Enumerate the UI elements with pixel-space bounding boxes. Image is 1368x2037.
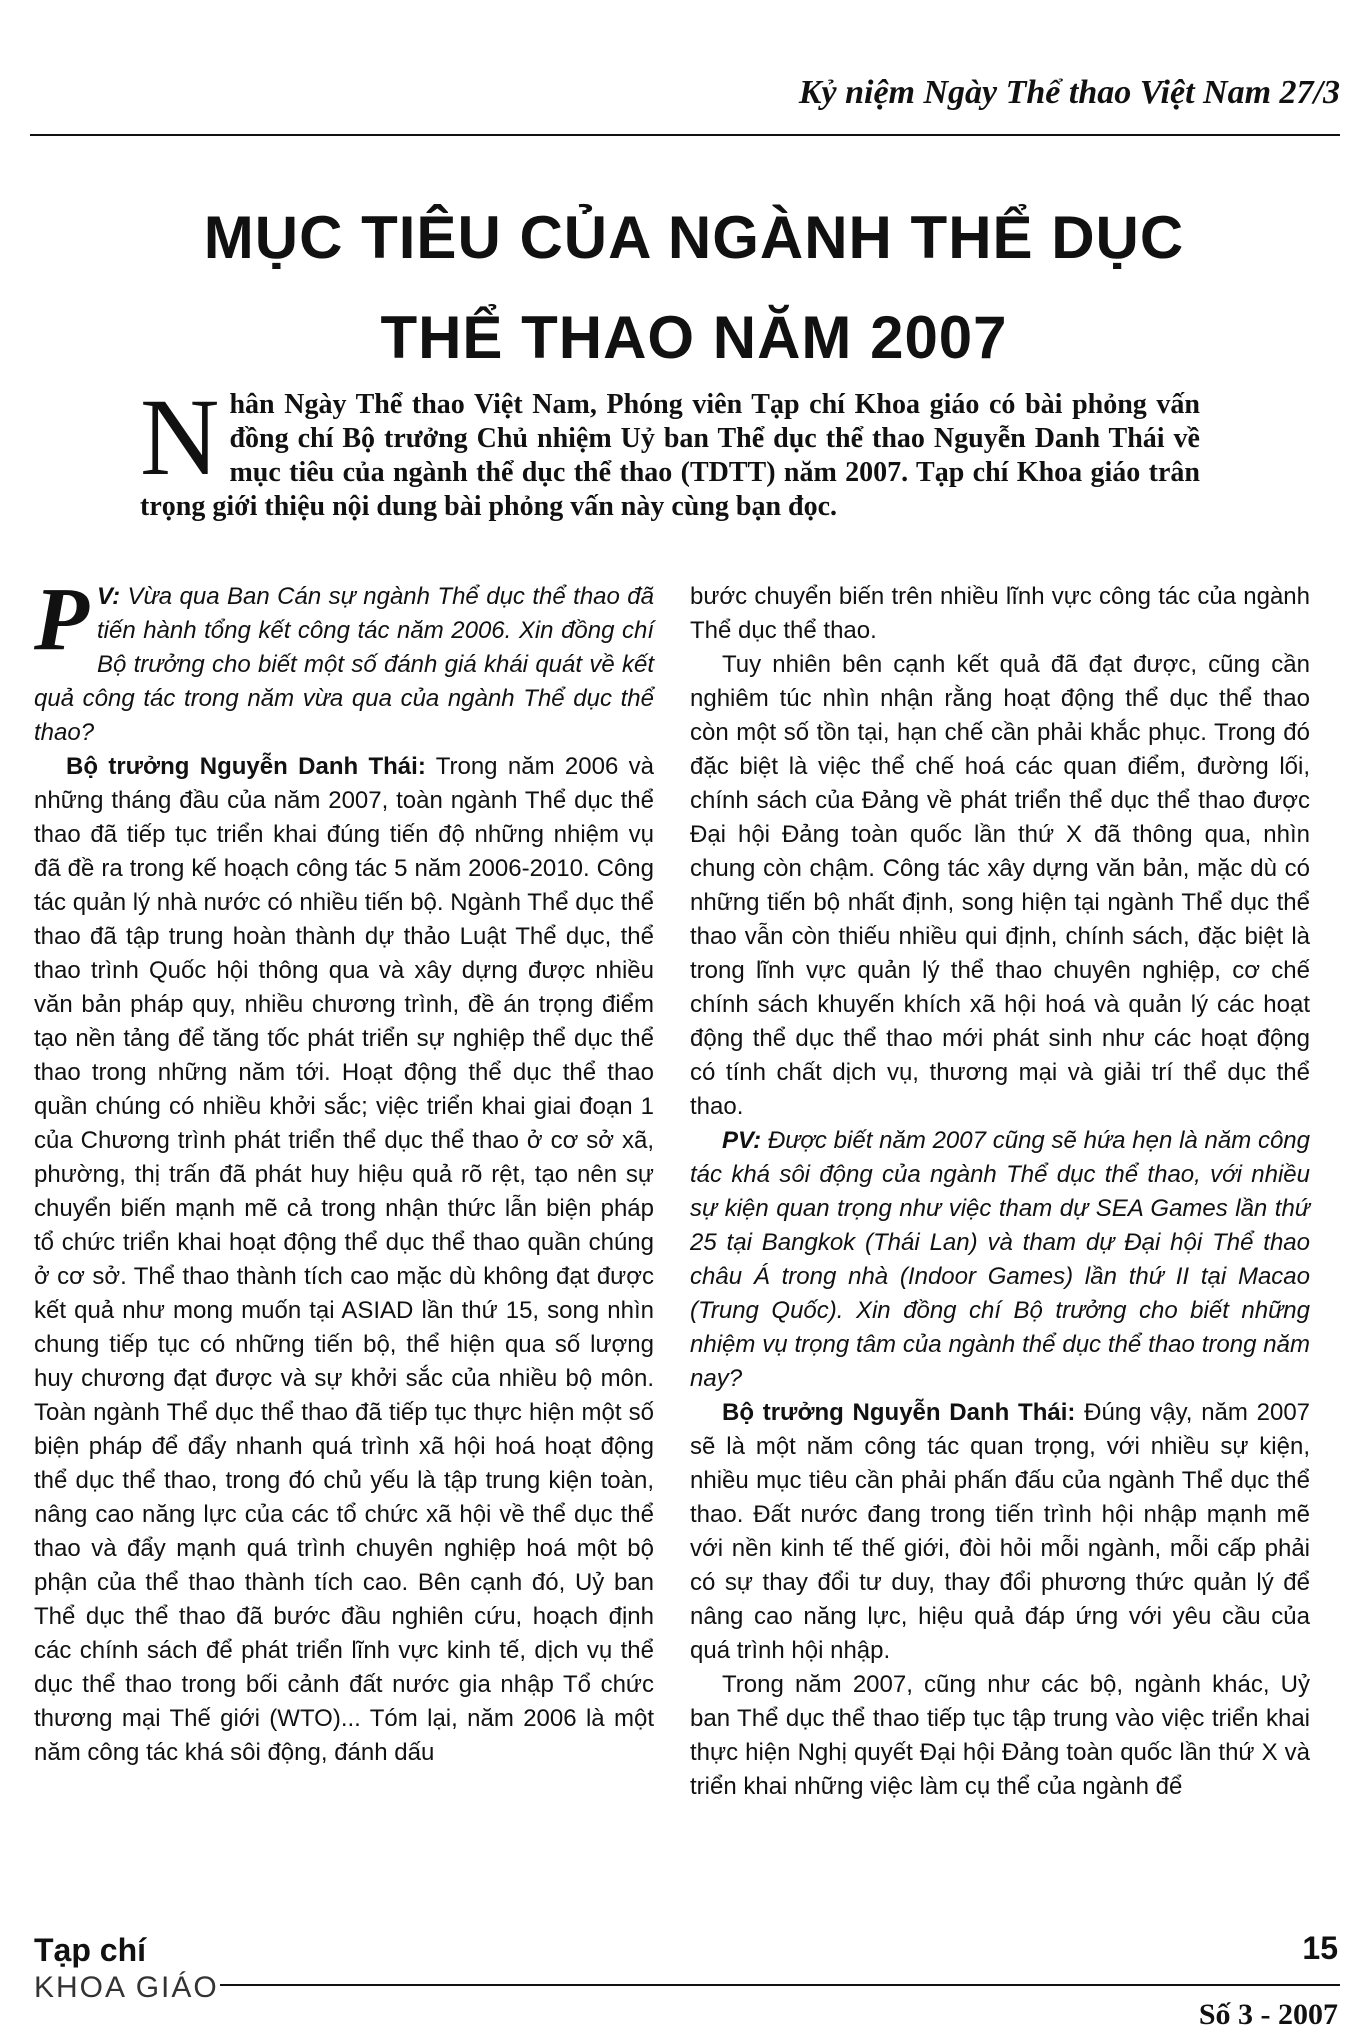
left-column <box>34 570 654 1770</box>
title-line-2: THỂ THAO NĂM 2007 <box>380 304 1008 371</box>
answer-2-text: Đúng vậy, năm 2007 sẽ là một năm công tác quan trọng, với nhiều sự kiện, nhiều mục tiêu cần phải phấn đấu của ngành Thể dục thể thao. Đất nước đang trong tiến trình hội nhập mạnh mẽ với nền kinh tế thế giới, đòi hỏi mỗi ngành, mỗi cấp phải có sự thay đổi tư duy, thay đổi phương thức quản lý để nâng cao năng lực, hiệu quả đáp ứng với yêu cầu của quá trình hội nhập. <box>690 1399 1311 1664</box>
speaker-label: Bộ trưởng Nguyễn Danh Thái: <box>66 753 426 780</box>
pv-label: PV: <box>722 1127 762 1154</box>
answer-1-text: Trong năm 2006 và những tháng đầu của năm 2007, toàn ngành Thể dục thể thao đã tiếp tục triển khai đúng tiến độ những nhiệm vụ đã đề ra trong kế hoạch công tác 5 năm 2006-2010. Công tác quản lý nhà nước có nhiều tiến bộ. Ngành Thể dục thể thao đã tập trung hoàn thành dự thảo Luật Thể dục, thể thao trình Quốc hội thông qua và xây dựng được nhiều văn bản pháp quy, nhiều chương trình, đề án trọng điểm tạo nền tảng để tăng tốc phát triển sự nghiệp thể dục thể thao trong những năm tới. Hoạt động thể dục thể thao quần chúng có nhiều khởi sắc; việc triển khai giai đoạn 1 của Chương trình phát triển thể dục thể thao ở cơ sở xã, phường, thị trấn đã phát huy hiệu quả rõ rệt, tạo nên sự chuyển biến mạnh mẽ cả trong nhận thức lẫn biện pháp tổ chức triển khai hoạt động thể dục thể thao quần chúng ở cơ sở. Thể thao thành tích cao mặc dù không đạt được kết quả như mong muốn tại ASIAD lần thứ 15, song nhìn chung tiếp tục có những tiến bộ, thể hiện qua số lượng huy chương đạt được và sự khởi sắc của nhiều bộ môn. Toàn ngành Thể dục thể thao đã tiếp tục thực hiện một số biện pháp để đẩy nhanh quá trình xã hội hoá hoạt động thể dục thể thao, trong đó chủ yếu là tập trung kiện toàn, nâng cao năng lực của các tổ chức xã hội về thể dục thể thao và đẩy mạnh quá trình chuyên nghiệp hoá một bộ phận của thể thao thành tích cao. Bên cạnh đó, Uỷ ban Thể dục thể thao đã bước đầu nghiên cứu, hoạch định các chính sách để phát triển lĩnh vực kinh tế, dịch vụ thể dục thể thao trong bối cảnh đất nước gia nhập Tổ chức thương mại Thế giới (WTO)... Tóm lại, năm 2006 là một năm công tác khá sôi động, đánh dấu <box>34 753 654 1766</box>
magazine-name-line-1: Tạp chí <box>34 1932 147 1968</box>
answer-1-paragraph-2: Tuy nhiên bên cạnh kết quả đã đạt được, cũng cần nghiêm túc nhìn nhận rằng hoạt động thể dục thể thao còn một số tồn tại, hạn chế cần phải khắc phục. Trong đó đặc biệt là việc thể chế hoá các quan điểm, đường lối, chính sách của Đảng về phát triển thể dục thể thao được Đại hội Đảng toàn quốc lần thứ X đã thông qua, nhìn chung còn chậm. Công tác xây dựng văn bản, mặc dù có những tiến bộ nhất định, song hiện tại ngành Thể dục thể thao vẫn còn thiếu nhiều qui định, chính sách, đặc biệt là trong lĩnh vực quản lý thể thao chuyên nghiệp, cơ chế chính sách khuyến khích xã hội hoá và quản lý các hoạt động thể dục thể thao mới phát sinh như các hoạt động có tính chất dịch vụ, thương mại và giải trí thể dục thể thao. <box>690 651 1310 1120</box>
right-column <box>690 580 1310 1804</box>
question-2 <box>690 1124 1310 1396</box>
question-dropcap: P <box>34 570 89 669</box>
header-divider <box>30 134 1340 136</box>
answer-2-paragraph-2: Trong năm 2007, cũng như các bộ, ngành khác, Uỷ ban Thể dục thể thao tiếp tục tập trung vào việc triển khai thực hiện Nghị quyết Đại hội Đảng toàn quốc lần thứ X và triển khai những việc làm cụ thể của ngành để <box>690 1671 1310 1800</box>
answer-1-continued: bước chuyển biến trên nhiều lĩnh vực công tác của ngành Thể dục thể thao. <box>690 583 1310 644</box>
issue-number: Số 3 - 2007 <box>1198 1998 1338 2031</box>
question-1 <box>34 570 654 750</box>
question-2-text: Được biết năm 2007 cũng sẽ hứa hẹn là năm công tác khá sôi động của ngành Thể dục thể thao, với nhiều sự kiện quan trọng như việc tham dự SEA Games lần thứ 25 tại Bangkok (Thái Lan) và tham dự Đại hội Thể thao châu Á trong nhà (Indoor Games) lần thứ II tại Macao (Trung Quốc). Xin đồng chí Bộ trưởng cho biết những nhiệm vụ trọng tâm của ngành thể dục thể thao trong năm nay? <box>690 1127 1310 1392</box>
pv-label: V: <box>96 583 121 610</box>
magazine-name-line-2: KHOA GIÁO <box>34 1971 219 2004</box>
answer-1 <box>34 750 654 1770</box>
title-line-1: MỤC TIÊU CỦA NGÀNH THỂ DỤC <box>203 204 1185 271</box>
running-header: Kỷ niệm Ngày Thể thao Việt Nam 27/3 <box>798 74 1340 111</box>
page-number: 15 <box>1302 1930 1338 1966</box>
lead-text: hân Ngày Thể thao Việt Nam, Phóng viên Tạp chí Khoa giáo có bài phỏng vấn đồng chí Bộ trưởng Chủ nhiệm Uỷ ban Thể dục thể thao Nguyễn Danh Thái về mục tiêu của ngành thể dục thể thao (TDTT) năm 2007. Tạp chí Khoa giáo trân trọng giới thiệu nội dung bài phỏng vấn này cùng bạn đọc. <box>140 389 1200 522</box>
footer-divider <box>220 1984 1340 1986</box>
lead-dropcap: N <box>140 376 220 498</box>
answer-2 <box>690 1396 1310 1668</box>
question-1-text: Vừa qua Ban Cán sự ngành Thể dục thể thao đã tiến hành tổng kết công tác năm 2006. Xin đồng chí Bộ trưởng cho biết một số đánh giá khái quát về kết quả công tác trong năm vừa qua của ngành Thể dục thể thao? <box>34 583 654 746</box>
speaker-label: Bộ trưởng Nguyễn Danh Thái: <box>722 1399 1076 1426</box>
article-title <box>140 188 1248 388</box>
magazine-name <box>34 1932 219 2005</box>
article-lead <box>140 376 1200 524</box>
